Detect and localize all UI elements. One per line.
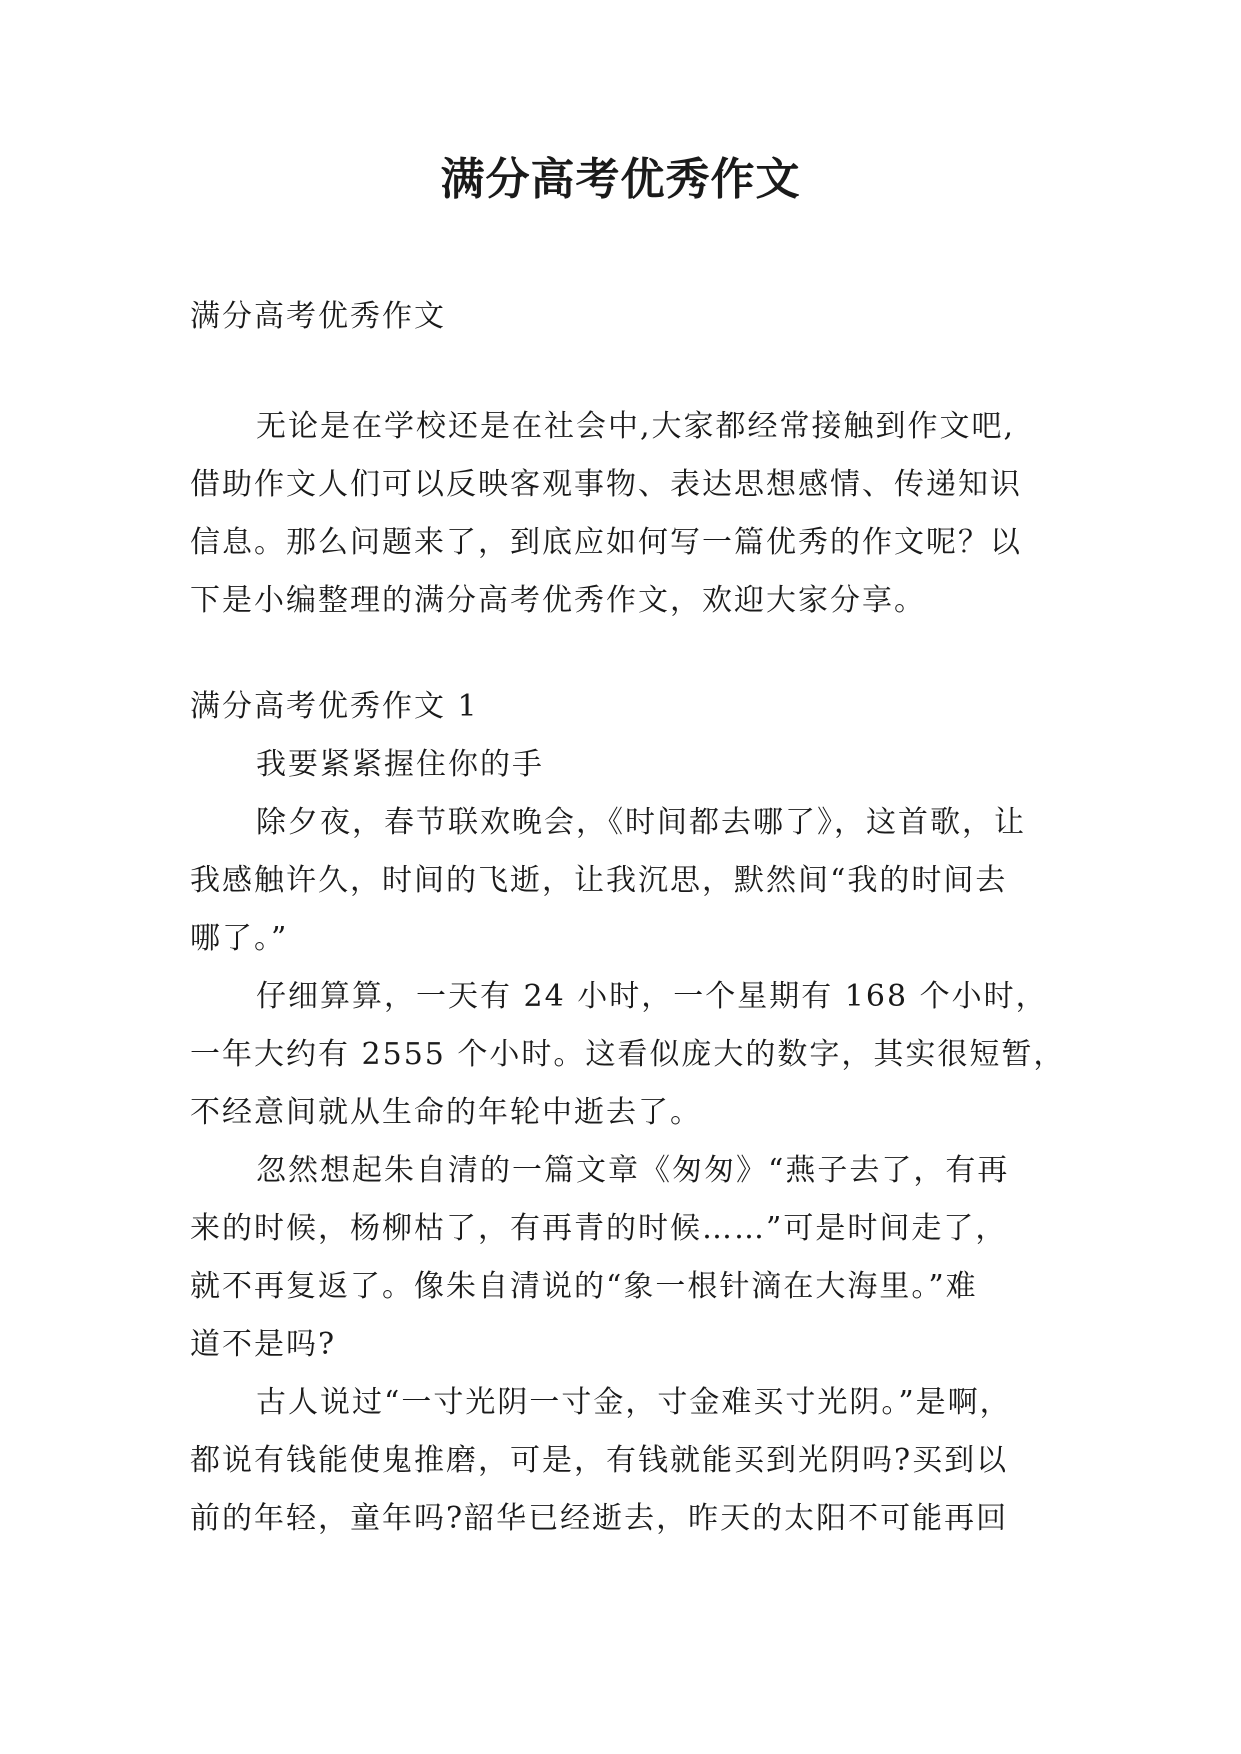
intro-line: 信息。那么问题来了，到底应如何写一篇优秀的作文呢？以	[190, 525, 1022, 560]
paragraph-line: 道不是吗?	[190, 1327, 337, 1362]
intro-line: 下是小编整理的满分高考优秀作文，欢迎大家分享。	[190, 583, 926, 618]
intro-paragraph	[190, 398, 1058, 630]
essay-paragraph	[190, 1374, 1058, 1548]
document-body	[190, 288, 1066, 1548]
paragraph-line: 古人说过“一寸光阴一寸金，寸金难买寸光阴。”是啊，	[256, 1385, 1012, 1420]
paragraph-line: 前的年轻，童年吗?韶华已经逝去，昨天的太阳不可能再回	[190, 1501, 1009, 1536]
essay-paragraph	[190, 968, 1066, 1142]
paragraph-line: 来的时候，杨柳枯了，有再青的时候……”可是时间走了，	[190, 1211, 1008, 1246]
paragraph-line: 仔细算算，一天有 24 小时，一个星期有 168 个小时，	[256, 979, 1048, 1014]
paragraph-line: 哪了。”	[190, 921, 289, 956]
paragraph-line: 一年大约有 2555 个小时。这看似庞大的数字，其实很短暂，	[190, 1037, 1066, 1072]
essay-title: 我要紧紧握住你的手	[256, 747, 544, 782]
paragraph-line: 就不再复返了。像朱自清说的“象一根针滴在大海里。”难	[190, 1269, 978, 1304]
document-title: 满分高考优秀作文	[440, 154, 801, 205]
document-subtitle: 满分高考优秀作文	[190, 299, 446, 334]
section-heading: 满分高考优秀作文 1	[190, 689, 479, 724]
paragraph-line: 我感触许久，时间的飞逝，让我沉思，默然间“我的时间去	[190, 863, 1008, 898]
paragraph-line: 不经意间就从生命的年轮中逝去了。	[190, 1095, 702, 1130]
essay-paragraph	[190, 1142, 1058, 1374]
intro-line: 无论是在学校还是在社会中,大家都经常接触到作文吧,	[256, 409, 1016, 444]
paragraph-line: 忽然想起朱自清的一篇文章《匆匆》“燕子去了，有再	[256, 1153, 1010, 1188]
paragraph-line: 都说有钱能使鬼推磨，可是，有钱就能买到光阴吗?买到以	[190, 1443, 1009, 1478]
paragraph-line: 除夕夜，春节联欢晚会，《时间都去哪了》，这首歌，让	[256, 805, 1026, 840]
essay-paragraph	[190, 794, 1058, 968]
intro-line: 借助作文人们可以反映客观事物、表达思想感情、传递知识	[190, 467, 1022, 502]
